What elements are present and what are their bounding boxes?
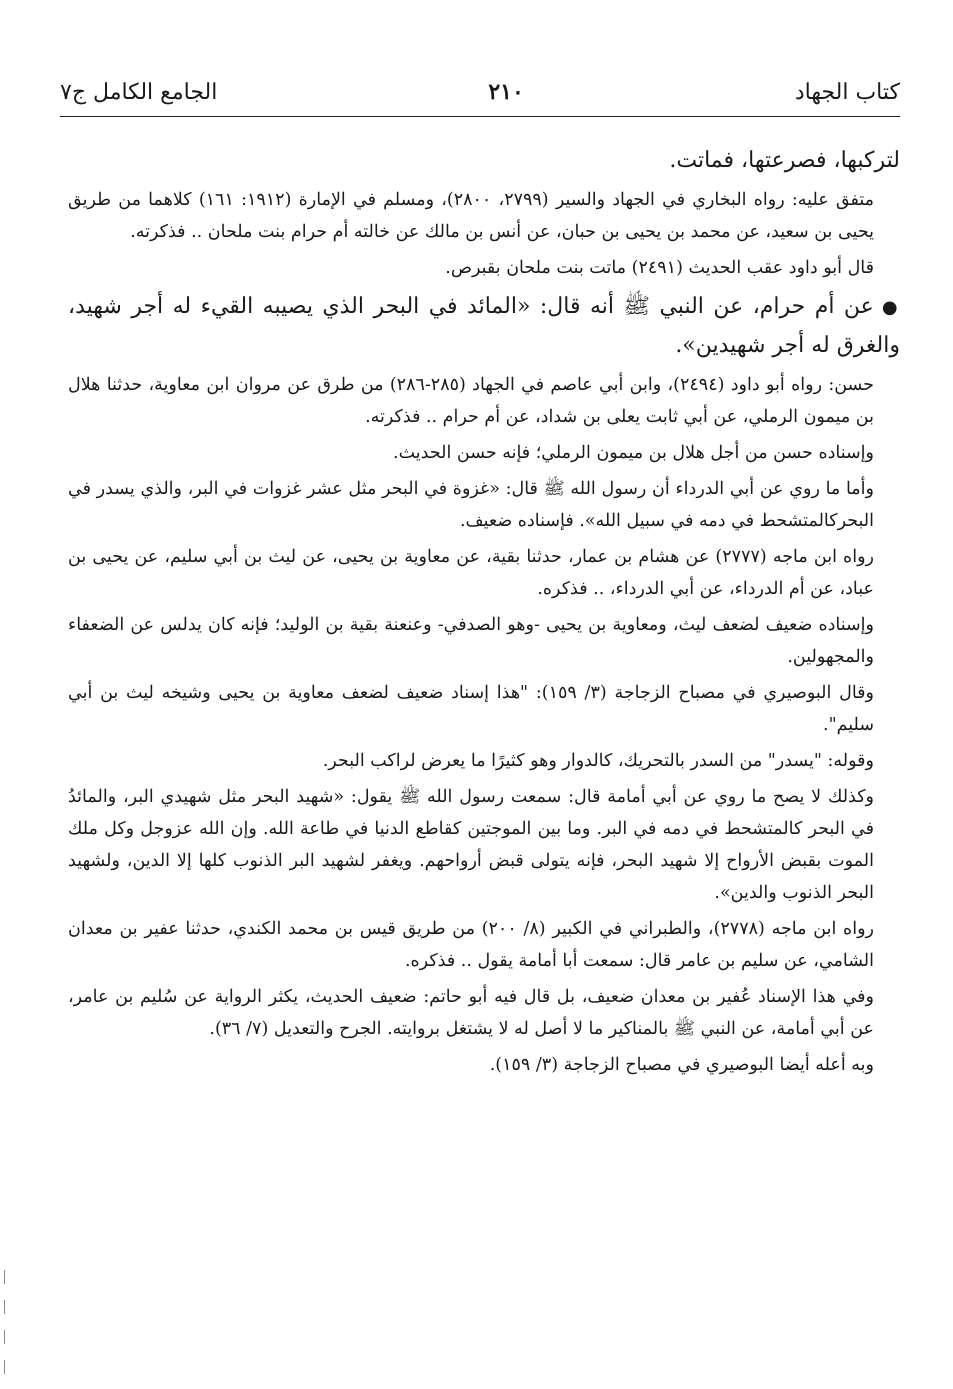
scan-edge-mark bbox=[4, 1330, 5, 1344]
book-title: كتاب الجهاد bbox=[794, 79, 900, 105]
note-paragraph: وقال البوصيري في مصباح الزجاجة (٣/ ١٥٩): "هذا إسناد ضعيف لضعف معاوية بن يحيى وشيخه ليث بن أبي سليم". bbox=[68, 683, 874, 735]
hadith-paragraph bbox=[68, 288, 900, 365]
scan-edge-mark bbox=[4, 1270, 5, 1284]
note-paragraph: وإسناده ضعيف لضعف ليث، ومعاوية بن يحيى -وهو الصدفي- وعنعنة بقية بن الوليد؛ فإنه كان يدلس عن الضعفاء والمجهولين. bbox=[68, 615, 874, 667]
scan-edge-mark bbox=[4, 1360, 5, 1374]
scan-edge-mark bbox=[4, 1300, 5, 1314]
note-paragraph: وأما ما روي عن أبي الدرداء أن رسول الله ﷺ قال: «غزوة في البحر مثل عشر غزوات في البر، والذي يسدر في البحركالمتشحط في دمه في سبيل الله». فإسناده ضعيف. bbox=[68, 479, 874, 531]
note-paragraph: وبه أعله أيضا البوصيري في مصباح الزجاجة (٣/ ١٥٩). bbox=[489, 1055, 874, 1075]
takhrij-paragraph: متفق عليه: رواه البخاري في الجهاد والسير (٢٧٩٩، ٢٨٠٠)، ومسلم في الإمارة (١٩١٢: ١٦١) كلاهما من طريق يحيى بن سعيد، عن محمد بن يحيى بن حبان، عن أنس بن مالك عن خالته أم حرام بنت ملحان .. فذكرته. bbox=[68, 190, 874, 242]
note-paragraph: وقوله: "يسدر" من السدر بالتحريك، كالدوار وهو كثيرًا ما يعرض لراكب البحر. bbox=[322, 751, 874, 771]
page-body bbox=[68, 142, 900, 1085]
page-number: ٢١٠ bbox=[488, 79, 524, 105]
note-paragraph: رواه ابن ماجه (٢٧٧٧) عن هشام بن عمار، حدثنا بقية، عن معاوية بن يحيى، عن ليث بن أبي سليم، عن يحيى بن عباد، عن أم الدرداء، عن أبي الدرداء، .. فذكره. bbox=[68, 547, 874, 599]
note-paragraph: وكذلك لا يصح ما روي عن أبي أمامة قال: سمعت رسول الله ﷺ يقول: «شهيد البحر مثل شهيدي البر، والمائدُ في البحر كالمتشحط في دمه في البر. وما بين الموجتين كقاطع الدنيا في طاعة الله. وإن الله عزوجل وكل ملك الموت بقبض الأرواح إلا شهيد البحر، فإنه يتولى قبض أرواحهم. ويغفر لشهيد البر الذنوب كلها إلا الدين، ولشهيد البحر الذنوب والدين». bbox=[68, 787, 874, 903]
note-paragraph: وفي هذا الإسناد عُفير بن معدان ضعيف، بل قال فيه أبو حاتم: ضعيف الحديث، يكثر الرواية عن سُليم بن عامر، عن أبي أمامة، عن النبي ﷺ بالمناكير ما لا أصل له لا يشتغل بروايته. الجرح والتعديل (٧/ ٣٦). bbox=[68, 987, 874, 1039]
note-paragraph: قال أبو داود عقب الحديث (٢٤٩١) ماتت بنت ملحان بقبرص. bbox=[445, 258, 874, 278]
running-header bbox=[60, 72, 900, 112]
header-rule bbox=[60, 116, 900, 117]
volume-title: الجامع الكامل ج٧ bbox=[60, 79, 218, 105]
takhrij-paragraph: حسن: رواه أبو داود (٢٤٩٤)، وابن أبي عاصم في الجهاد (٢٨٥-٢٨٦) من طرق عن مروان ابن معاوية، حدثنا هلال بن ميمون الرملي، عن أبي ثابت يعلى بن شداد، عن أم حرام .. فذكرته. bbox=[68, 375, 874, 427]
hadith-continuation: لتركبها، فصرعتها، فماتت. bbox=[669, 148, 900, 173]
hadith-text: عن أم حرام، عن النبي ﷺ أنه قال: «المائد في البحر الذي يصيبه القيء له أجر شهيد، والغرق له أجر شهيدين». bbox=[68, 294, 900, 358]
bullet-icon: ● bbox=[881, 297, 900, 318]
note-paragraph: وإسناده حسن من أجل هلال بن ميمون الرملي؛ فإنه حسن الحديث. bbox=[393, 443, 874, 463]
note-paragraph: رواه ابن ماجه (٢٧٧٨)، والطبراني في الكبير (٨/ ٢٠٠) من طريق قيس بن محمد الكندي، حدثنا عفير بن معدان الشامي، عن سليم بن عامر قال: سمعت أبا أمامة يقول .. فذكره. bbox=[68, 919, 874, 971]
